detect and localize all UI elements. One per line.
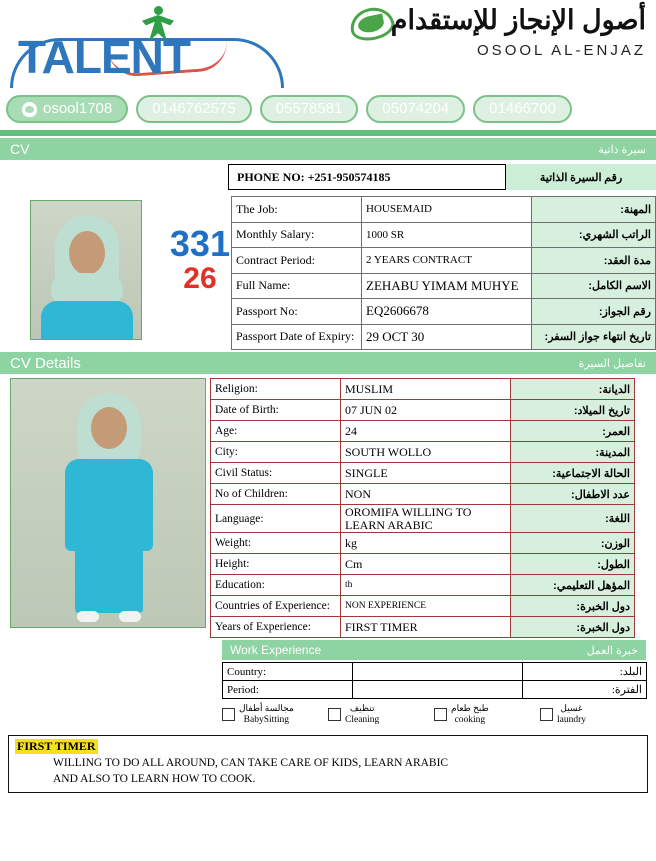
row-label-en: Civil Status: (211, 463, 341, 484)
skills-checkbox-row (222, 703, 646, 725)
contact-phone-2[interactable] (260, 95, 359, 123)
checkbox-laundry[interactable] (540, 708, 553, 721)
row-label-en: Contract Period: (232, 248, 362, 274)
row-label-en: Religion: (211, 379, 341, 400)
row-value: MUSLIM (341, 379, 511, 400)
cv-section-title-en: CV (10, 141, 30, 157)
contact-label: osool1708 (43, 100, 113, 117)
row-value: NON EXPERIENCE (341, 596, 511, 617)
document-header (0, 0, 656, 88)
row-label-ar: الطول: (511, 554, 635, 575)
row-label-en: Weight: (211, 533, 341, 554)
table-row (211, 421, 635, 442)
skill-label-en: laundry (557, 714, 587, 725)
row-value: kg (341, 533, 511, 554)
row-value: SOUTH WOLLO (341, 442, 511, 463)
contact-phone-4[interactable] (473, 95, 572, 123)
reference-number-blue: 331 (169, 223, 230, 264)
portrait-photo (30, 200, 142, 340)
cv-section-title-ar: سيرة ذاتية (598, 143, 646, 156)
remarks-line-1: WILLING TO DO ALL AROUND, CAN TAKE CARE OF KIDS, LEARN ARABIC (53, 757, 449, 770)
contact-bar (6, 88, 650, 130)
row-label-ar: البلد: (523, 663, 647, 681)
fullbody-photo-cell (0, 378, 210, 638)
row-label-ar: تاريخ انتهاء جواز السفر: (532, 324, 656, 350)
cv-details-title-en: CV Details (10, 354, 81, 372)
row-label-en: Education: (211, 575, 341, 596)
row-label-en: City: (211, 442, 341, 463)
phone-label-arabic: رقم السيرة الذاتية (506, 164, 656, 190)
row-label-ar: اللغة: (511, 505, 635, 533)
contact-phone-1[interactable] (136, 95, 251, 123)
table-row (232, 324, 656, 350)
contact-phone-3[interactable] (366, 95, 465, 123)
checkbox-cleaning[interactable] (328, 708, 341, 721)
table-row (232, 273, 656, 299)
leaf-icon (350, 8, 394, 40)
table-row (211, 533, 635, 554)
reference-number-red: 26 (183, 262, 217, 295)
row-value: 1000 SR (362, 222, 532, 248)
table-row (211, 617, 635, 638)
remarks-title: FIRST TIMER (17, 739, 96, 754)
row-value: 29 OCT 30 (362, 324, 532, 350)
row-value: EQ2606678 (362, 299, 532, 325)
header-divider (0, 130, 656, 136)
row-value: th (341, 575, 511, 596)
phone-row (0, 164, 656, 190)
row-label-ar: الاسم الكامل: (532, 273, 656, 299)
table-row (211, 379, 635, 400)
table-row (232, 248, 656, 274)
checkbox-cooking[interactable] (434, 708, 447, 721)
company-name-latin: OSOOL AL-ENJAZ (477, 41, 646, 59)
company-name-arabic: أصول الإنجاز للإستقدام (390, 5, 646, 35)
row-label-ar: تاريخ الميلاد: (511, 400, 635, 421)
row-label-ar: دول الخبرة: (511, 596, 635, 617)
skill-laundry[interactable] (540, 703, 646, 725)
row-label-ar: الحالة الاجتماعية: (511, 463, 635, 484)
row-label-en: Years of Experience: (211, 617, 341, 638)
cv-details-section-header (0, 352, 656, 374)
skill-label-en: Cleaning (345, 714, 380, 725)
remarks-box (8, 735, 648, 793)
row-label-en: Country: (223, 663, 353, 681)
company-arabic-title (391, 6, 646, 59)
table-row (211, 554, 635, 575)
row-label-en: Passport No: (232, 299, 362, 325)
table-row (211, 596, 635, 617)
skill-label-ar: مجالسة أطفال (239, 703, 294, 714)
table-row (232, 299, 656, 325)
cv-details-body (0, 374, 656, 638)
work-experience-title-en: Work Experience (230, 643, 322, 658)
row-label-ar: العمر: (511, 421, 635, 442)
row-value: OROMIFA WILLING TO LEARN ARABIC (341, 505, 511, 533)
row-label-en: Countries of Experience: (211, 596, 341, 617)
checkbox-babysitting[interactable] (222, 708, 235, 721)
row-label-ar: الوزن: (511, 533, 635, 554)
phone-number-value: PHONE NO: +251-950574185 (228, 164, 506, 190)
row-label-en: Date of Birth: (211, 400, 341, 421)
row-label-en: Monthly Salary: (232, 222, 362, 248)
row-label-en: Period: (223, 681, 353, 699)
row-value (353, 681, 523, 699)
logo-wordmark: TALENT (18, 31, 191, 83)
skill-cleaning[interactable] (328, 703, 434, 725)
job-info-table (231, 196, 656, 350)
work-experience-header (222, 640, 646, 660)
skill-label-ar: تنظيف (349, 703, 375, 714)
work-experience-title-ar: خبرة العمل (586, 644, 638, 657)
row-label-en: Language: (211, 505, 341, 533)
applicant-summary (0, 190, 656, 350)
table-row (211, 442, 635, 463)
row-value: 07 JUN 02 (341, 400, 511, 421)
skill-label-ar: غسيل (560, 703, 583, 714)
row-label-ar: رقم الجواز: (532, 299, 656, 325)
row-value: HOUSEMAID (362, 197, 532, 223)
contact-label: 0146762575 (152, 100, 236, 117)
skill-cooking[interactable] (434, 703, 540, 725)
fullbody-photo (10, 378, 206, 628)
work-experience-table (222, 662, 647, 699)
row-value: Cm (341, 554, 511, 575)
row-label-en: The Job: (232, 197, 362, 223)
row-value: 24 (341, 421, 511, 442)
talent-logo (10, 4, 290, 84)
row-value: ZEHABU YIMAM MUHYE (362, 273, 532, 299)
contact-label: 05074204 (382, 100, 450, 117)
snapchat-icon (22, 102, 37, 117)
row-value: FIRST TIMER (341, 617, 511, 638)
table-row (232, 197, 656, 223)
table-row (211, 463, 635, 484)
portrait-photo-cell (0, 196, 169, 350)
table-row (211, 400, 635, 421)
row-value: 2 YEARS CONTRACT (362, 248, 532, 274)
contact-label: 05578581 (275, 100, 343, 117)
contact-label: 01466700 (489, 100, 556, 117)
row-label-ar: الديانة: (511, 379, 635, 400)
row-label-en: Height: (211, 554, 341, 575)
row-label-ar: المهنة: (532, 197, 656, 223)
row-label-ar: المدينة: (511, 442, 635, 463)
row-label-en: Passport Date of Expiry: (232, 324, 362, 350)
remarks-line-2: AND ALSO TO LEARN HOW TO COOK. (53, 772, 256, 785)
row-label-en: No of Children: (211, 484, 341, 505)
table-row (211, 505, 635, 533)
details-table (210, 378, 635, 638)
row-label-ar: عدد الاطفال: (511, 484, 635, 505)
table-row (223, 681, 647, 699)
table-row (211, 484, 635, 505)
table-row (211, 575, 635, 596)
row-label-en: Age: (211, 421, 341, 442)
contact-snapchat[interactable] (6, 95, 128, 123)
skill-label-en: cooking (454, 714, 486, 725)
row-value: SINGLE (341, 463, 511, 484)
row-value: NON (341, 484, 511, 505)
cv-section-header (0, 138, 656, 160)
person-icon (138, 6, 178, 44)
row-value (353, 663, 523, 681)
skill-label-ar: طبخ طعام (451, 703, 489, 714)
cv-details-title-ar: تفاصيل السيرة (578, 357, 646, 370)
row-label-en: Full Name: (232, 273, 362, 299)
row-label-ar: الراتب الشهري: (532, 222, 656, 248)
row-label-ar: المؤهل التعليمي: (511, 575, 635, 596)
row-label-ar: مدة العقد: (532, 248, 656, 274)
reference-numbers (169, 196, 231, 350)
table-row (232, 222, 656, 248)
skill-label-en: BabySitting (243, 714, 290, 725)
row-label-ar: دول الخبرة: (511, 617, 635, 638)
table-row (223, 663, 647, 681)
row-label-ar: الفترة: (523, 681, 647, 699)
skill-babysitting[interactable] (222, 703, 328, 725)
